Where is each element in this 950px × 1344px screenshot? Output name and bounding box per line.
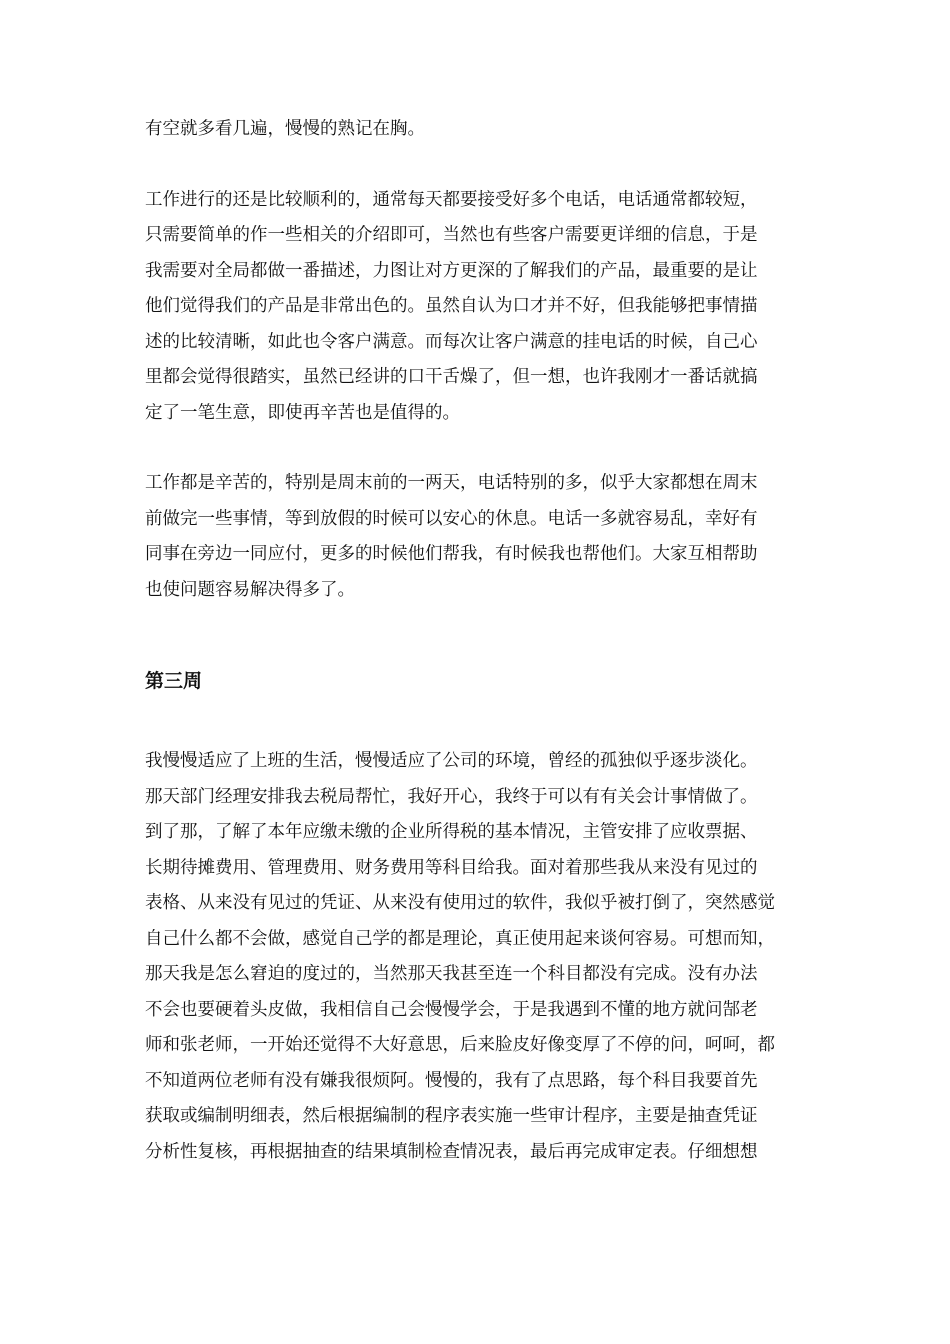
paragraph-2 [145,183,813,432]
section-heading: 第三周 [145,670,203,692]
paragraph-3 [145,466,813,608]
text-line: 也使问题容易解决得多了。 [145,579,355,600]
text-line: 获取或编制明细表，然后根据编制的程序表实施一些审计程序，主要是抽查凭证 [145,1106,758,1126]
text-line: 那天我是怎么窘迫的度过的，当然那天我甚至连一个科目都没有完成。没有办法 [145,964,758,984]
text-line: 定了一笔生意，即使再辛苦也是值得的。 [145,402,460,423]
paragraph-1 [145,112,813,148]
document-page [145,112,813,1170]
text-line: 工作进行的还是比较顺利的，通常每天都要接受好多个电话，电话通常都较短， [145,189,758,210]
text-line: 述的比较清晰，如此也令客户满意。而每次让客户满意的挂电话的时候，自己心 [145,331,758,352]
text-line: 我需要对全局都做一番描述，力图让对方更深的了解我们的产品，最重要的是让 [145,260,758,281]
text-line: 不会也要硬着头皮做，我相信自己会慢慢学会，于是我遇到不懂的地方就问郜老 [145,999,758,1020]
text-line: 他们觉得我们的产品是非常出色的。虽然自认为口才并不好，但我能够把事情描 [145,296,758,316]
text-line: 有空就多看几遍，慢慢的熟记在胸。 [145,119,425,139]
text-line: 表格、从来没有见过的凭证、从来没有使用过的软件，我似乎被打倒了，突然感觉 [145,893,775,913]
text-line: 前做完一些事情，等到放假的时候可以安心的休息。电话一多就容易乱，幸好有 [145,508,758,529]
text-line: 分析性复核，再根据抽查的结果填制检查情况表，最后再完成审定表。仔细想想 [145,1141,758,1162]
text-line: 只需要简单的作一些相关的介绍即可，当然也有些客户需要更详细的信息，于是 [145,225,758,245]
text-line: 那天部门经理安排我去税局帮忙，我好开心，我终于可以有有关会计事情做了。 [145,786,758,807]
paragraph-4 [145,744,813,1170]
text-line: 不知道两位老师有没有嫌我很烦阿。慢慢的，我有了点思路，每个科目我要首先 [145,1070,758,1091]
text-line: 长期待摊费用、管理费用、财务费用等科目给我。面对着那些我从来没有见过的 [145,857,758,878]
text-line: 工作都是辛苦的，特别是周末前的一两天，电话特别的多，似乎大家都想在周末 [145,473,758,493]
text-line: 到了那，了解了本年应缴未缴的企业所得税的基本情况，主管安排了应收票据、 [145,822,758,842]
text-line: 同事在旁边一同应付，更多的时候他们帮我，有时候我也帮他们。大家互相帮助 [145,544,758,564]
text-line: 里都会觉得很踏实，虽然已经讲的口干舌燥了，但一想，也许我刚才一番话就搞 [145,367,758,387]
text-line: 我慢慢适应了上班的生活，慢慢适应了公司的环境，曾经的孤独似乎逐步淡化。 [145,751,758,771]
text-line: 师和张老师，一开始还觉得不大好意思，后来脸皮好像变厚了不停的问，呵呵，都 [145,1035,775,1055]
text-line: 自己什么都不会做，感觉自己学的都是理论，真正使用起来谈何容易。可想而知， [145,928,775,949]
